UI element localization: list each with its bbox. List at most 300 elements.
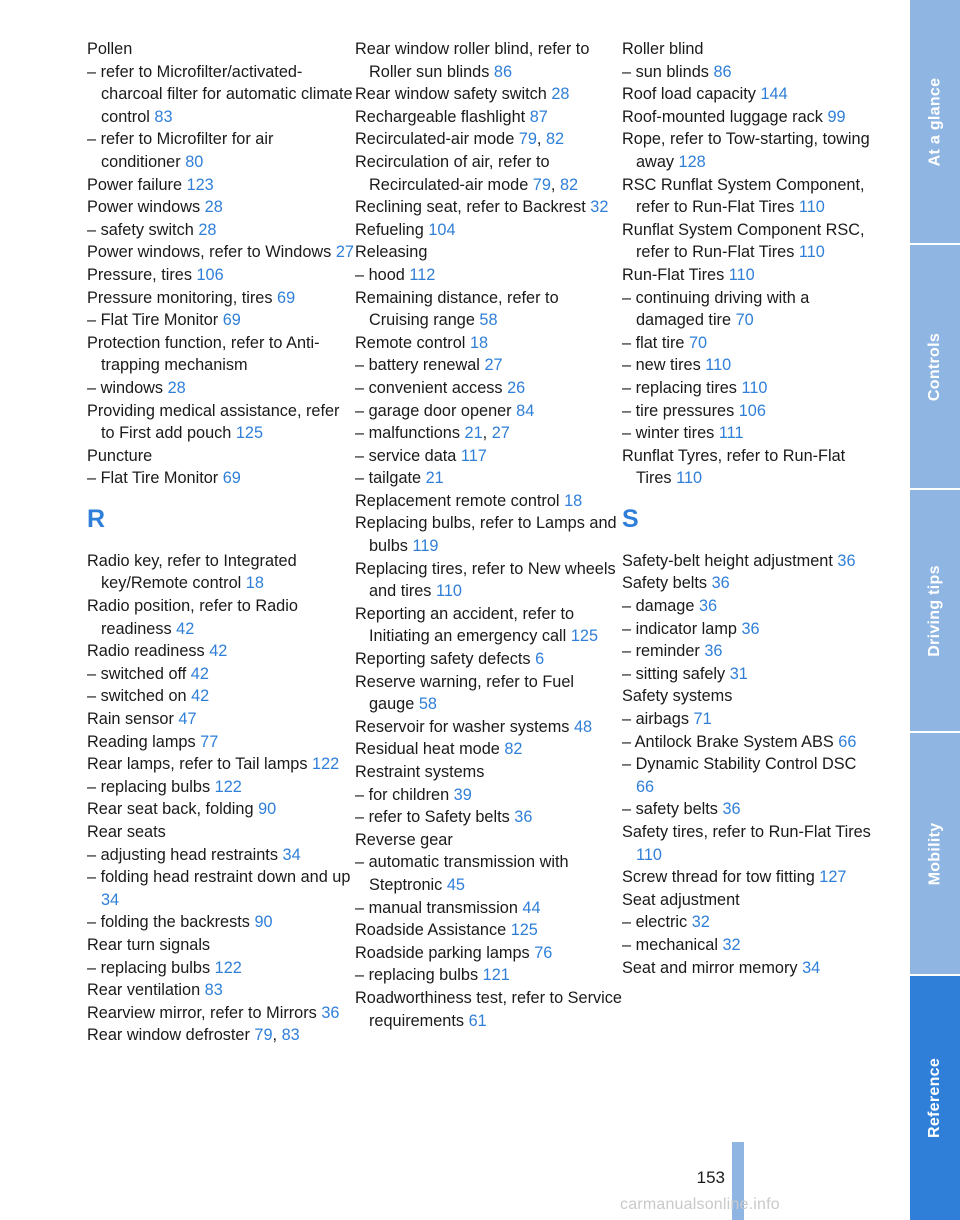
page-ref-link[interactable]: 18 — [469, 333, 489, 352]
index-term: Roadside parking lamps — [355, 943, 530, 962]
index-entry — [355, 490, 622, 513]
index-entry — [87, 663, 355, 686]
index-term: – tailgate — [355, 469, 422, 488]
index-entry — [87, 911, 355, 934]
index-term: – replacing tires — [622, 378, 737, 397]
index-entry — [87, 934, 355, 957]
index-entry — [622, 445, 872, 490]
index-term: – damage — [622, 597, 695, 616]
index-term: – hood — [355, 265, 405, 284]
page-ref-link[interactable]: 110 — [676, 469, 703, 488]
index-entry — [355, 377, 622, 400]
index-term: Rear seat back, folding — [87, 800, 254, 819]
page-ref-link[interactable]: 69 — [222, 311, 241, 330]
page-ref-link[interactable]: 125 — [235, 424, 264, 443]
index-term: – new tires — [622, 356, 701, 375]
index-entry — [622, 798, 872, 821]
index-term: Radio readiness — [87, 642, 205, 661]
index-term: Reclining seat, refer to Backrest — [355, 198, 586, 217]
index-term: Runflat Tyres, refer to Run-Flat Tires — [622, 446, 846, 488]
index-term: Runflat System Component RSC, refer to Run-Flat Tires — [622, 220, 865, 262]
index-entry — [622, 332, 872, 355]
index-term: Roof-mounted luggage rack — [622, 107, 823, 126]
index-term: Reporting an accident, refer to Initiating an emergency call — [355, 604, 575, 646]
index-term: Rear seats — [87, 823, 166, 841]
index-term: – flat tire — [622, 333, 685, 352]
page-ref-link[interactable]: 106 — [738, 401, 766, 420]
page-ref-link[interactable]: 122 — [312, 755, 340, 774]
index-term: – replacing bulbs — [87, 958, 211, 977]
index-entry — [355, 128, 622, 151]
index-term: Replacement remote control — [355, 491, 560, 510]
page-ref-link[interactable]: 36 — [321, 1003, 340, 1022]
index-term: Puncture — [87, 446, 153, 465]
index-entry — [622, 889, 872, 912]
index-entry — [622, 911, 872, 934]
index-term: – Antilock Brake System ABS — [622, 732, 834, 751]
page-ref-separator: , — [536, 130, 542, 149]
index-entry — [622, 83, 872, 106]
index-term: Safety systems — [622, 687, 733, 706]
index-term: Roller blind — [622, 40, 704, 58]
page-ref-link[interactable]: 76 — [534, 943, 553, 962]
page-ref-link[interactable]: 36 — [722, 800, 741, 819]
index-term: Reverse gear — [355, 830, 453, 849]
index-term: Rope, refer to Tow-starting, towing away — [622, 130, 870, 171]
index-entry — [355, 987, 622, 1032]
index-letter-heading: S — [622, 504, 639, 533]
page-ref-link[interactable]: 48 — [573, 717, 593, 736]
index-entry — [622, 866, 872, 889]
page-ref-link[interactable]: 36 — [704, 642, 723, 661]
index-term: – switched on — [87, 687, 187, 706]
index-term: Radio position, refer to Radio readiness — [87, 597, 298, 638]
index-term: – windows — [87, 378, 164, 397]
page-ref-link[interactable]: 110 — [435, 582, 462, 601]
tab-mobility[interactable]: Mobility — [910, 733, 960, 976]
index-term: – safety belts — [622, 800, 718, 819]
index-term: Reservoir for washer systems — [355, 717, 570, 736]
page-ref-link[interactable]: 34 — [282, 845, 301, 864]
index-entry — [622, 106, 872, 129]
index-term: – replacing bulbs — [355, 966, 479, 985]
index-entry — [355, 716, 622, 739]
index-entry — [355, 671, 622, 716]
index-entry — [87, 309, 355, 332]
index-term: Rear window roller blind, refer to Roller sun blinds — [355, 40, 590, 81]
page-ref-link[interactable]: 36 — [741, 619, 760, 638]
index-entry — [622, 550, 872, 573]
page-ref-link[interactable]: 104 — [428, 220, 456, 239]
index-entry — [87, 957, 355, 980]
chapter-sidebar — [910, 0, 960, 1220]
page-ref-link[interactable]: 61 — [468, 1011, 487, 1030]
index-entry — [87, 708, 355, 731]
page-ref-link[interactable]: 110 — [798, 243, 825, 262]
page-ref-link[interactable]: 70 — [688, 333, 708, 352]
page-ref-link[interactable]: 106 — [196, 265, 224, 284]
page-ref-link[interactable]: 110 — [636, 845, 662, 864]
page-ref-link[interactable]: 18 — [564, 491, 583, 510]
page-ref-link[interactable]: 42 — [176, 619, 195, 638]
index-term: Roadworthiness test, refer to Service requirements — [355, 988, 622, 1030]
index-term: – folding head restraint down and up — [87, 868, 351, 887]
index-entry — [355, 264, 622, 287]
index-entry — [355, 919, 622, 942]
page-ref-link[interactable]: 66 — [838, 732, 857, 751]
page-ref-link[interactable]: 27 — [491, 424, 510, 443]
page-ref-link[interactable]: 32 — [691, 913, 710, 932]
index-entry — [622, 595, 872, 618]
index-term: Remote control — [355, 333, 466, 352]
index-term: Roadside Assistance — [355, 921, 507, 940]
page-ref-link[interactable]: 86 — [713, 62, 732, 81]
index-entry — [87, 640, 355, 663]
index-entry — [87, 844, 355, 867]
page-ref-link[interactable]: 110 — [728, 265, 755, 284]
index-entry — [87, 332, 355, 377]
index-term: Power windows — [87, 198, 201, 217]
page-ref-separator: , — [272, 1026, 278, 1045]
index-term: Screw thread for tow fitting — [622, 868, 815, 887]
index-term: Power windows, refer to Windows — [87, 243, 332, 262]
index-entry — [87, 377, 355, 400]
index-entry — [622, 38, 872, 61]
index-term: – manual transmission — [355, 898, 518, 917]
index-entry — [87, 287, 355, 310]
page-ref-link[interactable]: 121 — [482, 966, 510, 985]
page-ref-link[interactable]: 21 — [425, 469, 444, 488]
index-entry — [87, 445, 355, 468]
index-term: – automatic transmission with Steptronic — [355, 853, 569, 894]
index-column-1 — [87, 38, 355, 1047]
page-ref-link[interactable]: 80 — [185, 152, 204, 171]
index-entry — [622, 957, 872, 980]
index-entry — [622, 264, 872, 287]
page-ref-link[interactable]: 86 — [493, 62, 513, 81]
page-ref-link[interactable]: 36 — [837, 551, 856, 570]
index-term: Rear ventilation — [87, 981, 201, 1000]
index-entry — [355, 354, 622, 377]
index-entry — [355, 219, 622, 242]
index-term: Safety-belt height adjustment — [622, 551, 833, 570]
index-term: – for children — [355, 785, 450, 804]
index-term: – malfunctions — [355, 424, 460, 443]
index-term: – sun blinds — [622, 62, 709, 81]
index-term: Pressure monitoring, tires — [87, 288, 273, 307]
index-term: – electric — [622, 913, 688, 932]
index-term: – switched off — [87, 664, 187, 683]
page-ref-link[interactable]: 28 — [204, 198, 223, 217]
index-term: Rear window defroster — [87, 1026, 250, 1045]
index-entry — [355, 964, 622, 987]
index-term: Radio key, refer to Integrated key/Remote control — [87, 551, 297, 593]
index-term: Reporting safety defects — [355, 650, 531, 669]
tab-controls[interactable]: Controls — [910, 245, 960, 490]
page-ref-link[interactable]: 90 — [254, 913, 273, 932]
index-term: Rechargeable flashlight — [355, 107, 526, 126]
index-term: Rear window safety switch — [355, 85, 547, 104]
page-ref-separator: , — [550, 175, 556, 194]
page-ref-link[interactable]: 128 — [678, 152, 706, 171]
page-ref-link[interactable]: 42 — [209, 642, 228, 661]
index-entry — [355, 241, 622, 264]
index-entry — [622, 640, 872, 663]
index-term: Replacing tires, refer to New wheels and tires — [355, 559, 616, 601]
index-entry — [622, 572, 872, 595]
index-entry — [87, 38, 355, 61]
index-term: – refer to Microfilter/activated-charcoal filter for automatic climate control — [87, 62, 353, 126]
index-term: – sitting safely — [622, 664, 726, 683]
index-term: – Flat Tire Monitor — [87, 311, 219, 330]
page-ref-link[interactable]: 125 — [570, 627, 598, 646]
page-ref-link[interactable]: 45 — [446, 875, 465, 894]
index-term: – service data — [355, 446, 457, 465]
page-ref-link[interactable]: 127 — [819, 868, 847, 887]
page-ref-link[interactable]: 110 — [705, 356, 732, 375]
index-entry — [355, 829, 622, 852]
index-entry — [87, 467, 355, 490]
page-ref-link[interactable]: 82 — [504, 740, 523, 759]
index-entry — [87, 1002, 355, 1025]
page-ref-link[interactable]: 83 — [204, 981, 223, 1000]
page-ref-link[interactable]: 79 — [518, 130, 537, 149]
index-term: – winter tires — [622, 424, 715, 443]
page-ref-link[interactable]: 111 — [718, 424, 744, 443]
index-entry — [355, 196, 622, 219]
index-entry — [87, 731, 355, 754]
page-ref-link[interactable]: 32 — [722, 935, 741, 954]
index-entry — [355, 400, 622, 423]
page-ref-link[interactable]: 83 — [154, 107, 173, 126]
index-entry — [622, 354, 872, 377]
page-ref-link[interactable]: 82 — [545, 130, 565, 149]
tab-driving-tips[interactable]: Driving tips — [910, 490, 960, 733]
index-entry — [355, 83, 622, 106]
index-entry — [355, 38, 622, 83]
index-entry — [87, 219, 355, 242]
tab-reference[interactable]: Reference — [910, 976, 960, 1220]
page-ref-link[interactable]: 87 — [529, 107, 548, 126]
page-ref-link[interactable]: 32 — [590, 198, 609, 217]
index-term: – safety switch — [87, 220, 194, 239]
index-entry — [87, 241, 355, 264]
index-entry — [87, 685, 355, 708]
page-ref-link[interactable]: 39 — [453, 785, 472, 804]
page-ref-link[interactable]: 122 — [214, 777, 242, 796]
index-column-2 — [355, 38, 622, 1047]
index-entry — [87, 753, 355, 776]
index-term: – airbags — [622, 710, 689, 729]
index-term: – folding the backrests — [87, 913, 250, 932]
index-entry — [355, 897, 622, 920]
index-term: – battery renewal — [355, 356, 480, 375]
index-entry — [87, 979, 355, 1002]
index-entry — [355, 512, 622, 557]
index-entry — [87, 196, 355, 219]
index-column-3 — [622, 38, 872, 1047]
index-entry — [87, 776, 355, 799]
page-ref-link[interactable]: 77 — [200, 732, 219, 751]
index-entry — [87, 400, 355, 445]
index-term: Remaining distance, refer to Cruising range — [355, 288, 559, 330]
index-term: – refer to Safety belts — [355, 808, 510, 827]
index-entry — [355, 332, 622, 355]
index-entry — [355, 445, 622, 468]
index-term: Recirculated-air mode — [355, 130, 515, 149]
index-term: – Dynamic Stability Control DSC — [622, 755, 857, 774]
page-ref-link[interactable]: 36 — [514, 808, 533, 827]
page-ref-link[interactable]: 34 — [802, 958, 821, 977]
page-ref-link[interactable]: 28 — [551, 85, 570, 104]
index-term: Reserve warning, refer to Fuel gauge — [355, 672, 574, 714]
index-term: – garage door opener — [355, 401, 512, 420]
index-term: Pollen — [87, 40, 133, 58]
index-term: – tire pressures — [622, 401, 735, 420]
page-ref-link[interactable]: 26 — [507, 378, 526, 397]
index-entry — [355, 806, 622, 829]
index-entry — [622, 377, 872, 400]
page-ref-link[interactable]: 36 — [698, 597, 718, 616]
index-term: Protection function, refer to Anti-trapping mechanism — [87, 333, 320, 375]
page-ref-link[interactable]: 47 — [178, 710, 197, 729]
index-term: Residual heat mode — [355, 740, 500, 759]
index-entry — [355, 287, 622, 332]
index-entry — [622, 422, 872, 445]
index-term: Rear turn signals — [87, 935, 211, 954]
page-ref-link[interactable]: 21 — [464, 424, 483, 443]
page-ref-link[interactable]: 58 — [479, 311, 498, 330]
index-entry — [355, 558, 622, 603]
index-term: – replacing bulbs — [87, 777, 211, 796]
page-ref-link[interactable]: 31 — [729, 664, 748, 683]
index-term: Rear lamps, refer to Tail lamps — [87, 755, 308, 774]
index-entry — [355, 761, 622, 784]
index-entry — [87, 174, 355, 197]
page-ref-link[interactable]: 44 — [522, 898, 541, 917]
page-ref-link[interactable]: 42 — [190, 664, 209, 683]
page-ref-link[interactable]: 28 — [167, 378, 186, 397]
index-entry — [622, 934, 872, 957]
index-term: Recirculation of air, refer to Recirculated-air mode — [355, 152, 550, 194]
index-term: Run-Flat Tires — [622, 265, 725, 284]
index-term: – adjusting head restraints — [87, 845, 278, 864]
index-term: Providing medical assistance, refer to First add pouch — [87, 401, 340, 443]
page-ref-link[interactable]: 110 — [798, 198, 825, 217]
page-ref-link[interactable]: 83 — [281, 1026, 300, 1045]
page-ref-link[interactable]: 6 — [535, 650, 545, 669]
index-term: Pressure, tires — [87, 265, 192, 284]
index-columns — [87, 38, 872, 1047]
page-ref-link[interactable]: 84 — [516, 401, 535, 420]
page-ref-link[interactable]: 69 — [222, 469, 241, 488]
page-ref-link[interactable]: 34 — [101, 890, 120, 909]
index-term: Rain sensor — [87, 710, 174, 729]
index-term: Replacing bulbs, refer to Lamps and bulbs — [355, 514, 617, 556]
index-entry — [355, 942, 622, 965]
index-entry — [87, 264, 355, 287]
index-term: Roof load capacity — [622, 85, 756, 104]
page-ref-link[interactable]: 123 — [186, 175, 214, 194]
index-entry — [622, 61, 872, 84]
index-entry — [355, 151, 622, 196]
index-term: Power failure — [87, 175, 183, 194]
index-entry — [87, 128, 355, 173]
page-ref-link[interactable]: 117 — [460, 446, 487, 465]
index-term: – indicator lamp — [622, 619, 737, 638]
index-entry — [87, 798, 355, 821]
index-entry — [355, 467, 622, 490]
index-entry — [87, 550, 355, 595]
index-entry — [622, 287, 872, 332]
index-entry — [622, 708, 872, 731]
page-ref-link[interactable]: 119 — [412, 537, 439, 556]
index-term: – continuing driving with a damaged tire — [622, 288, 810, 330]
index-entry — [355, 603, 622, 648]
page-ref-link[interactable]: 27 — [335, 243, 354, 262]
page-ref-link[interactable]: 36 — [711, 574, 730, 593]
page-ref-link[interactable]: 99 — [827, 107, 846, 126]
index-entry — [622, 219, 872, 264]
index-entry — [622, 821, 872, 866]
index-term: – refer to Microfilter for air conditioner — [87, 130, 274, 171]
index-entry — [622, 663, 872, 686]
index-term: – Flat Tire Monitor — [87, 469, 219, 488]
index-term: Rearview mirror, refer to Mirrors — [87, 1003, 317, 1022]
page-ref-link[interactable]: 18 — [245, 574, 264, 593]
page-ref-separator: , — [482, 424, 488, 443]
index-entry — [622, 618, 872, 641]
index-term: Safety tires, refer to Run-Flat Tires — [622, 823, 871, 841]
page-ref-link[interactable]: 122 — [214, 958, 242, 977]
index-term: Releasing — [355, 243, 428, 262]
index-entry — [87, 866, 355, 911]
page-number: 153 — [696, 1168, 725, 1187]
page-ref-link[interactable]: 112 — [409, 265, 436, 284]
page-ref-link[interactable]: 125 — [510, 921, 538, 940]
page-ref-link[interactable]: 82 — [559, 175, 579, 194]
index-term: RSC Runflat System Component, refer to Run-Flat Tires — [622, 175, 865, 217]
page-ref-link[interactable]: 79 — [532, 175, 551, 194]
page-ref-link[interactable]: 71 — [693, 710, 712, 729]
index-term: Safety belts — [622, 574, 708, 593]
index-entry — [87, 821, 355, 844]
page-ref-link[interactable]: 66 — [636, 777, 655, 796]
page-ref-link[interactable]: 28 — [198, 220, 217, 239]
index-entry — [355, 851, 622, 896]
index-entry — [622, 400, 872, 423]
page-ref-link[interactable]: 90 — [258, 800, 277, 819]
index-entry — [622, 174, 872, 219]
page-ref-link[interactable]: 69 — [277, 288, 296, 307]
page-ref-link[interactable]: 70 — [735, 311, 754, 330]
page-ref-link[interactable]: 79 — [254, 1026, 273, 1045]
index-entry — [622, 685, 872, 708]
page-ref-link[interactable]: 27 — [484, 356, 503, 375]
index-entry — [355, 648, 622, 671]
page-ref-link[interactable]: 58 — [418, 695, 437, 714]
page-ref-link[interactable]: 42 — [191, 687, 210, 706]
index-entry — [87, 1024, 355, 1047]
index-entry — [622, 753, 872, 798]
page-ref-link[interactable]: 144 — [760, 85, 788, 104]
page-ref-link[interactable]: 110 — [741, 378, 768, 397]
index-entry — [355, 738, 622, 761]
index-entry — [622, 128, 872, 173]
index-entry — [87, 595, 355, 640]
index-entry — [355, 784, 622, 807]
tab-at-a-glance[interactable]: At a glance — [910, 0, 960, 245]
